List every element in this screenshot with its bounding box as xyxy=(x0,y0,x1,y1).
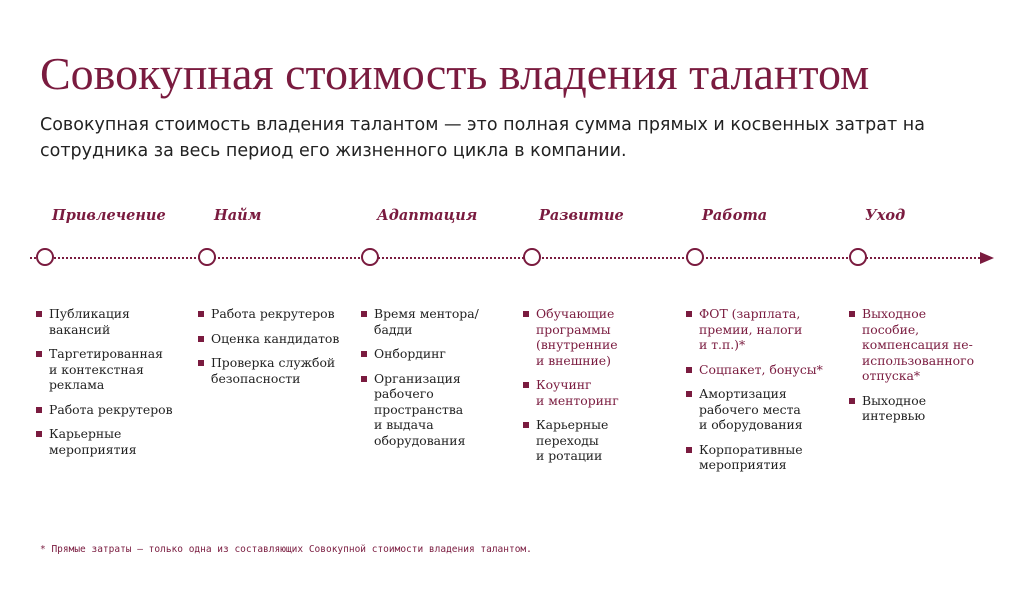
timeline-arrow-icon xyxy=(980,252,994,264)
cost-item: Обучающие программы (внутренние и внешние) xyxy=(523,306,619,368)
cost-item: Организация рабочего пространства и выдача оборудования xyxy=(361,371,479,449)
stage-cost-list xyxy=(361,306,479,457)
cost-item: Онбординг xyxy=(361,346,479,362)
cost-item: Работа рекрутеров xyxy=(36,402,173,418)
stage-title: Развитие xyxy=(539,207,624,224)
stage-node-icon xyxy=(36,248,54,266)
cost-item: Таргетированная и контекстная реклама xyxy=(36,346,173,393)
stage-title: Найм xyxy=(214,207,262,224)
cost-item: Оценка кандидатов xyxy=(198,331,339,347)
stage-node-icon xyxy=(198,248,216,266)
cost-item: Публикация вакансий xyxy=(36,306,173,337)
cost-item: ФОТ (зарплата, премии, налоги и т.п.)* xyxy=(686,306,823,353)
stage-cost-list xyxy=(523,306,619,473)
stage-title: Уход xyxy=(865,207,906,224)
cost-item: Выходное пособие, компенсация не- использованного отпуска* xyxy=(849,306,974,384)
stage-node-icon xyxy=(849,248,867,266)
stage-title: Работа xyxy=(702,207,768,224)
cost-item: Амортизация рабочего места и оборудования xyxy=(686,386,823,433)
page-subtitle: Совокупная стоимость владения талантом — это полная сумма прямых и косвенных затрат на сотрудника за весь период его жизненного цикла в компании. xyxy=(40,115,925,161)
page-title: Совокупная стоимость владения талантом xyxy=(40,48,870,99)
cost-item: Карьерные переходы и ротации xyxy=(523,417,619,464)
cost-item: Работа рекрутеров xyxy=(198,306,339,322)
timeline-line xyxy=(30,257,988,259)
cost-item: Карьерные мероприятия xyxy=(36,426,173,457)
cost-item: Соцпакет, бонусы* xyxy=(686,362,823,378)
stage-cost-list xyxy=(198,306,339,395)
stage-node-icon xyxy=(523,248,541,266)
stage-title: Адаптация xyxy=(377,207,478,224)
cost-item: Коучинг и менторинг xyxy=(523,377,619,408)
cost-item: Время ментора/ бадди xyxy=(361,306,479,337)
cost-item: Проверка службой безопасности xyxy=(198,355,339,386)
footnote: * Прямые затраты — только одна из составляющих Совокупной стоимости владения талантом. xyxy=(40,544,532,555)
stage-node-icon xyxy=(361,248,379,266)
stage-title: Привлечение xyxy=(52,207,166,224)
stage-cost-list xyxy=(36,306,173,466)
stage-cost-list xyxy=(849,306,974,433)
cost-item: Корпоративные мероприятия xyxy=(686,442,823,473)
stage-cost-list xyxy=(686,306,823,482)
stage-node-icon xyxy=(686,248,704,266)
cost-item: Выходное интервью xyxy=(849,393,974,424)
